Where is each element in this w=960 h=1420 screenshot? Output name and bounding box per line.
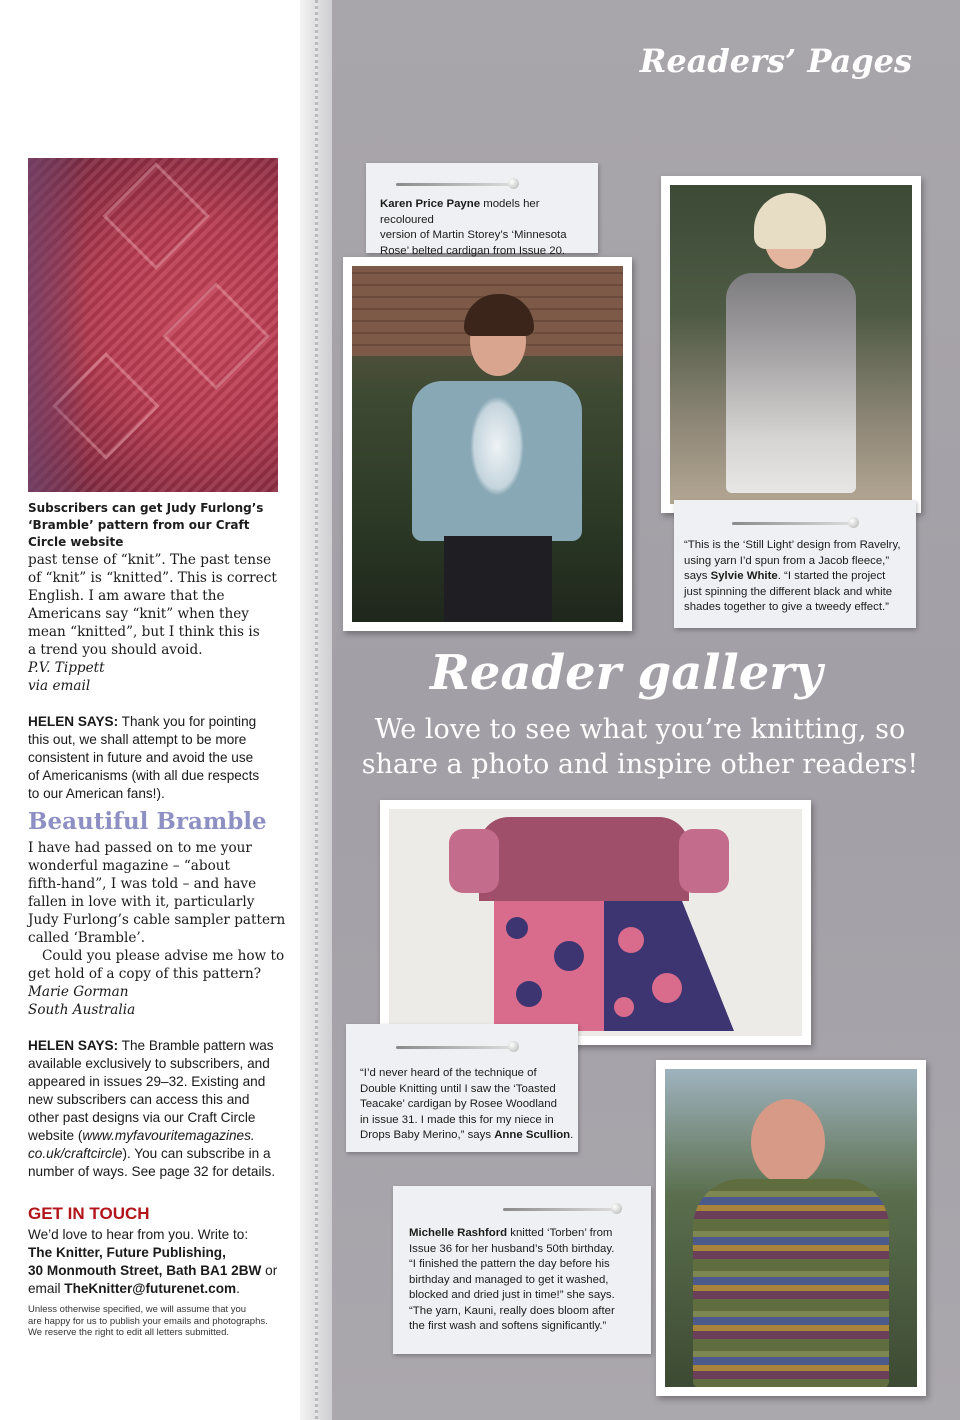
photo-sylvie bbox=[661, 176, 921, 513]
caption-line: birthday and managed to get it washed, bbox=[409, 1273, 609, 1286]
letter-line: mean “knitted”, but I think this is bbox=[28, 624, 260, 640]
caption-card-michelle bbox=[393, 1186, 651, 1354]
email-prefix: email bbox=[28, 1281, 65, 1296]
disclaimer-line: Unless otherwise specified, we will assume that you bbox=[28, 1304, 247, 1315]
letter-line: a trend you should avoid. bbox=[28, 642, 203, 658]
reply-text: website ( bbox=[28, 1128, 83, 1143]
website-link[interactable]: co.uk/craftcircle bbox=[28, 1146, 123, 1161]
polka-dot bbox=[618, 927, 644, 953]
reply-helen-2 bbox=[28, 1037, 290, 1181]
cable-diamond-motif bbox=[162, 282, 269, 389]
contact-block bbox=[28, 1226, 290, 1298]
reader-name: Michelle Rashford bbox=[409, 1227, 508, 1239]
reader-name: Anne Scullion bbox=[494, 1129, 571, 1141]
reader-hair bbox=[754, 193, 826, 249]
letter-line: wonderful magazine – “about bbox=[28, 858, 230, 874]
reply-text: Thank you for pointing bbox=[118, 714, 257, 729]
disclaimer-line: We reserve the right to edit all letters submitted. bbox=[28, 1327, 229, 1338]
cable-diamond-motif bbox=[102, 162, 209, 269]
letter-tippett bbox=[28, 551, 290, 695]
letter-line: Americans say “knit” when they bbox=[28, 606, 249, 622]
heading-get-in-touch: GET IN TOUCH bbox=[28, 1204, 150, 1223]
polka-dot bbox=[516, 981, 542, 1007]
caption-line: using yarn I’d spun from a Jacob fleece,” bbox=[684, 554, 890, 567]
caption-line bbox=[684, 569, 912, 585]
or-text: or bbox=[261, 1263, 278, 1278]
address-street: 30 Monmouth Street, Bath BA1 2BW bbox=[28, 1263, 262, 1278]
reply-line: available exclusively to subscribers, and bbox=[28, 1056, 270, 1071]
white-embroidery bbox=[470, 396, 524, 496]
caption-text: Drops Baby Merino,” says bbox=[360, 1129, 495, 1141]
reply-line: other past designs via our Craft Circle bbox=[28, 1110, 256, 1125]
caption-text: says bbox=[684, 570, 711, 582]
letter-gorman bbox=[28, 839, 290, 1019]
pin-head-icon bbox=[508, 178, 519, 189]
reply-line: new subscribers can access this and bbox=[28, 1092, 250, 1107]
caption-text: models her recoloured bbox=[380, 198, 540, 226]
gallery-title: Reader gallery bbox=[430, 645, 823, 701]
caption-text: . bbox=[570, 1129, 574, 1141]
contact-address bbox=[28, 1262, 290, 1280]
reply-line: number of ways. See page 32 for details. bbox=[28, 1164, 276, 1179]
gallery-subtitle bbox=[350, 712, 930, 782]
caption-line: shades together to give a tweedy effect.” bbox=[684, 601, 889, 613]
caption-line bbox=[409, 1226, 649, 1242]
signature-name: P.V. Tippett bbox=[28, 660, 105, 676]
caption-text: . “I started the project bbox=[777, 570, 886, 582]
caption-card-anne bbox=[346, 1024, 578, 1152]
website-link[interactable]: www.myfavouritemagazines. bbox=[82, 1128, 255, 1143]
photo-anne-cardigan bbox=[380, 800, 811, 1045]
subtitle-line: share a photo and inspire other readers! bbox=[361, 749, 919, 780]
reply-line bbox=[28, 1145, 290, 1163]
polka-dot bbox=[554, 941, 584, 971]
helen-says-label: HELEN SAYS: bbox=[28, 1038, 119, 1053]
caption-line: “The yarn, Kauni, really does bloom after bbox=[409, 1304, 615, 1317]
signature-name: Marie Gorman bbox=[28, 984, 129, 1000]
grey-tunic bbox=[726, 273, 856, 493]
reply-helen-1 bbox=[28, 713, 290, 803]
signature-location: via email bbox=[28, 678, 91, 694]
caption-line: version of Martin Storey’s ‘Minnesota bbox=[380, 229, 567, 241]
email-link[interactable]: TheKnitter@futurenet.com bbox=[64, 1281, 237, 1296]
letter-line: I have had passed on to me your bbox=[28, 840, 252, 856]
disclaimer-line: are happy for us to publish your emails and photographs. bbox=[28, 1315, 268, 1327]
caption-line bbox=[380, 197, 592, 228]
caption-line: Teacake’ cardigan by Rosee Woodland bbox=[360, 1098, 557, 1110]
reply-line: appeared in issues 29–32. Existing and bbox=[28, 1074, 266, 1089]
pin-head-icon bbox=[611, 1203, 622, 1214]
photo-caption: Subscribers can get Judy Furlong’s ‘Bramble’ pattern from our Craft Circle website bbox=[28, 501, 264, 549]
caption-card-karen bbox=[366, 163, 598, 257]
letter-line: called ‘Bramble’. bbox=[28, 930, 146, 946]
reply-line bbox=[28, 1127, 290, 1145]
pin-icon bbox=[396, 183, 512, 186]
bramble-pattern-photo bbox=[28, 158, 278, 492]
caption-text: knitted ‘Torben’ from bbox=[507, 1227, 613, 1239]
reply-text: The Bramble pattern was bbox=[118, 1038, 274, 1053]
cardigan-sleeve-left bbox=[449, 829, 499, 893]
reply-line bbox=[28, 1037, 290, 1055]
letter-line: of “knit” is “knitted”. This is correct bbox=[28, 570, 277, 586]
polka-dot bbox=[614, 997, 634, 1017]
letter-line: fallen in love with it, particularly bbox=[28, 894, 255, 910]
cardigan-body-left bbox=[494, 901, 604, 1031]
cable-edge-shading bbox=[28, 158, 88, 492]
pin-head-icon bbox=[508, 1041, 519, 1052]
reply-line: of Americanisms (with all due respects bbox=[28, 768, 260, 783]
reader-name: Sylvie White bbox=[710, 570, 778, 582]
heading-beautiful-bramble: Beautiful Bramble bbox=[28, 808, 267, 835]
photo-michelle-husband bbox=[656, 1060, 926, 1396]
reader-name: Karen Price Payne bbox=[380, 198, 481, 210]
letter-line: past tense of “knit”. The past tense bbox=[28, 552, 272, 568]
caption-line: just spinning the different black and white bbox=[684, 585, 893, 598]
disclaimer bbox=[28, 1304, 290, 1339]
polka-dot bbox=[506, 917, 528, 939]
section-title: Readers’ Pages bbox=[639, 42, 912, 80]
signature-location: South Australia bbox=[28, 1002, 136, 1018]
reply-text: ). You can subscribe in a bbox=[122, 1146, 271, 1161]
email-suffix: . bbox=[236, 1281, 240, 1296]
letter-line: fifth-hand”, I was told – and have bbox=[28, 876, 257, 892]
cardigan-sleeve-right bbox=[679, 829, 729, 893]
pin-icon bbox=[732, 522, 852, 525]
subtitle-line: We love to see what you’re knitting, so bbox=[374, 714, 906, 745]
caption-line: “I finished the pattern the day before his bbox=[409, 1258, 610, 1270]
caption-line: in issue 31. I made this for my niece in bbox=[360, 1113, 554, 1126]
pin-icon bbox=[503, 1208, 615, 1211]
pin-head-icon bbox=[848, 517, 859, 528]
reply-line: this out, we shall attempt to be more bbox=[28, 732, 247, 747]
gutter-stitching bbox=[315, 0, 318, 1420]
caption-line bbox=[360, 1128, 576, 1144]
letter-line: Could you please advise me how to bbox=[42, 948, 285, 964]
caption-card-sylvie bbox=[674, 500, 916, 628]
helen-says-label: HELEN SAYS: bbox=[28, 714, 119, 729]
contact-email-line bbox=[28, 1280, 290, 1298]
cardigan-yoke bbox=[479, 817, 689, 901]
reader-face bbox=[751, 1099, 825, 1185]
polka-dot bbox=[652, 973, 682, 1003]
caption-line: “I’d never heard of the technique of bbox=[360, 1067, 537, 1079]
caption-line: Issue 36 for her husband’s 50th birthday. bbox=[409, 1242, 615, 1255]
caption-line: “This is the ‘Still Light’ design from Ravelry, bbox=[684, 539, 901, 551]
fair-isle-sweater bbox=[693, 1179, 889, 1387]
contact-intro: We’d love to hear from you. Write to: bbox=[28, 1227, 249, 1242]
caption-line: Double Knitting until I saw the ‘Toasted bbox=[360, 1082, 556, 1095]
caption-line: the first wash and softens significantly.” bbox=[409, 1320, 607, 1332]
caption-line: blocked and dried just in time!” she says. bbox=[409, 1289, 615, 1301]
reply-line: to our American fans!). bbox=[28, 786, 165, 801]
reply-line: consistent in future and avoid the use bbox=[28, 750, 254, 765]
letter-line: English. I am aware that the bbox=[28, 588, 225, 604]
black-skirt bbox=[444, 536, 552, 622]
letter-line: Judy Furlong’s cable sampler pattern bbox=[28, 912, 286, 928]
pin-icon bbox=[396, 1046, 512, 1049]
contact-address: The Knitter, Future Publishing, bbox=[28, 1245, 226, 1260]
reply-line bbox=[28, 713, 290, 731]
caption-line: Rose’ belted cardigan from Issue 20. bbox=[380, 244, 566, 257]
left-column bbox=[0, 0, 300, 1420]
cardigan-body-right bbox=[604, 901, 734, 1031]
photo-karen bbox=[343, 257, 632, 631]
letter-line: get hold of a copy of this pattern? bbox=[28, 966, 262, 982]
